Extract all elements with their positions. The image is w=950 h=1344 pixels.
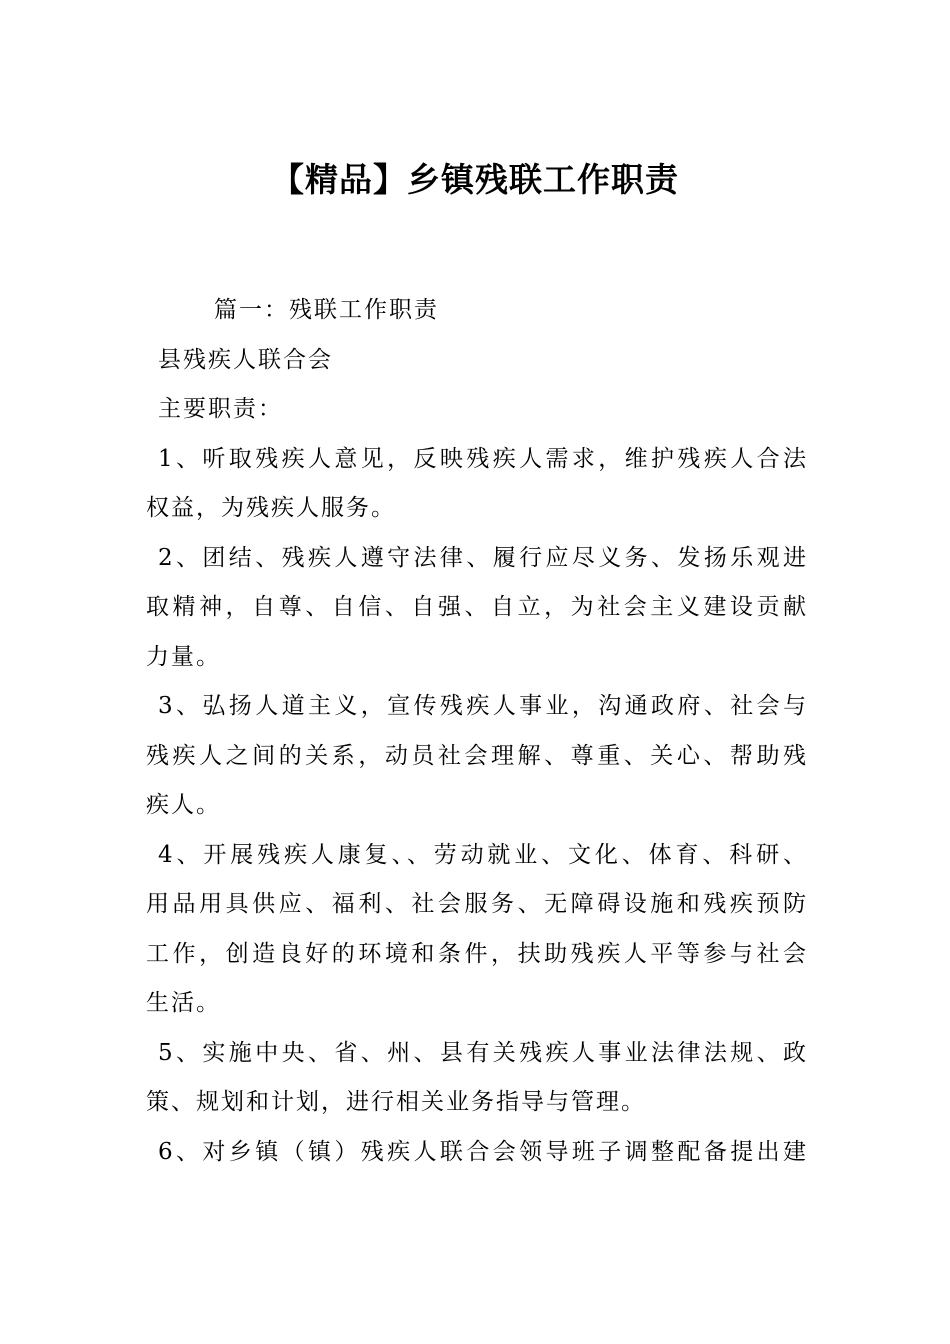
duty-item-5-line-1: 5、实施中央、省、州、县有关残疾人事业法律法规、政 xyxy=(158,1039,806,1066)
duty-item-1-line-2: 权益，为残疾人服务。 xyxy=(146,495,396,521)
duty-item-2-line-3: 力量。 xyxy=(146,643,221,670)
duty-item-4-line-3: 工作，创造良好的环境和条件，扶助残疾人平等参与社会 xyxy=(146,940,806,967)
org-name: 县残疾人联合会 xyxy=(158,346,333,373)
duty-item-2-line-2: 取精神，自尊、自信、自强、自立，为社会主义建设贡献 xyxy=(146,594,806,620)
duty-item-4-line-4: 生活。 xyxy=(146,990,221,1016)
duty-item-3-line-3: 疾人。 xyxy=(146,792,221,818)
duty-item-5-line-2: 策、规划和计划，进行相关业务指导与管理。 xyxy=(146,1089,646,1115)
duty-item-6-line-1: 6、对乡镇（镇）残疾人联合会领导班子调整配备提出建 xyxy=(158,1138,806,1165)
duty-item-4-line-2: 用品用具供应、福利、社会服务、无障碍设施和残疾预防 xyxy=(146,891,806,917)
duty-item-3-line-1: 3、弘扬人道主义，宣传残疾人事业，沟通政府、社会与 xyxy=(158,693,806,719)
document-body xyxy=(146,286,806,1177)
duties-label: 主要职责： xyxy=(158,396,283,422)
duty-item-3-line-2: 残疾人之间的关系，动员社会理解、尊重、关心、帮助残 xyxy=(146,742,806,769)
duty-item-4-line-1: 4、开展残疾人康复、、劳动就业、文化、体育、科研、 xyxy=(158,841,806,868)
duty-item-2-line-1: 2、团结、残疾人遵守法律、履行应尽义务、发扬乐观进 xyxy=(158,544,806,571)
duty-item-1-line-1: 1、听取残疾人意见，反映残疾人需求，维护残疾人合法 xyxy=(158,445,806,472)
section-heading: 篇一：残联工作职责 xyxy=(214,297,439,323)
document-title: 【精品】乡镇残联工作职责 xyxy=(271,160,679,199)
